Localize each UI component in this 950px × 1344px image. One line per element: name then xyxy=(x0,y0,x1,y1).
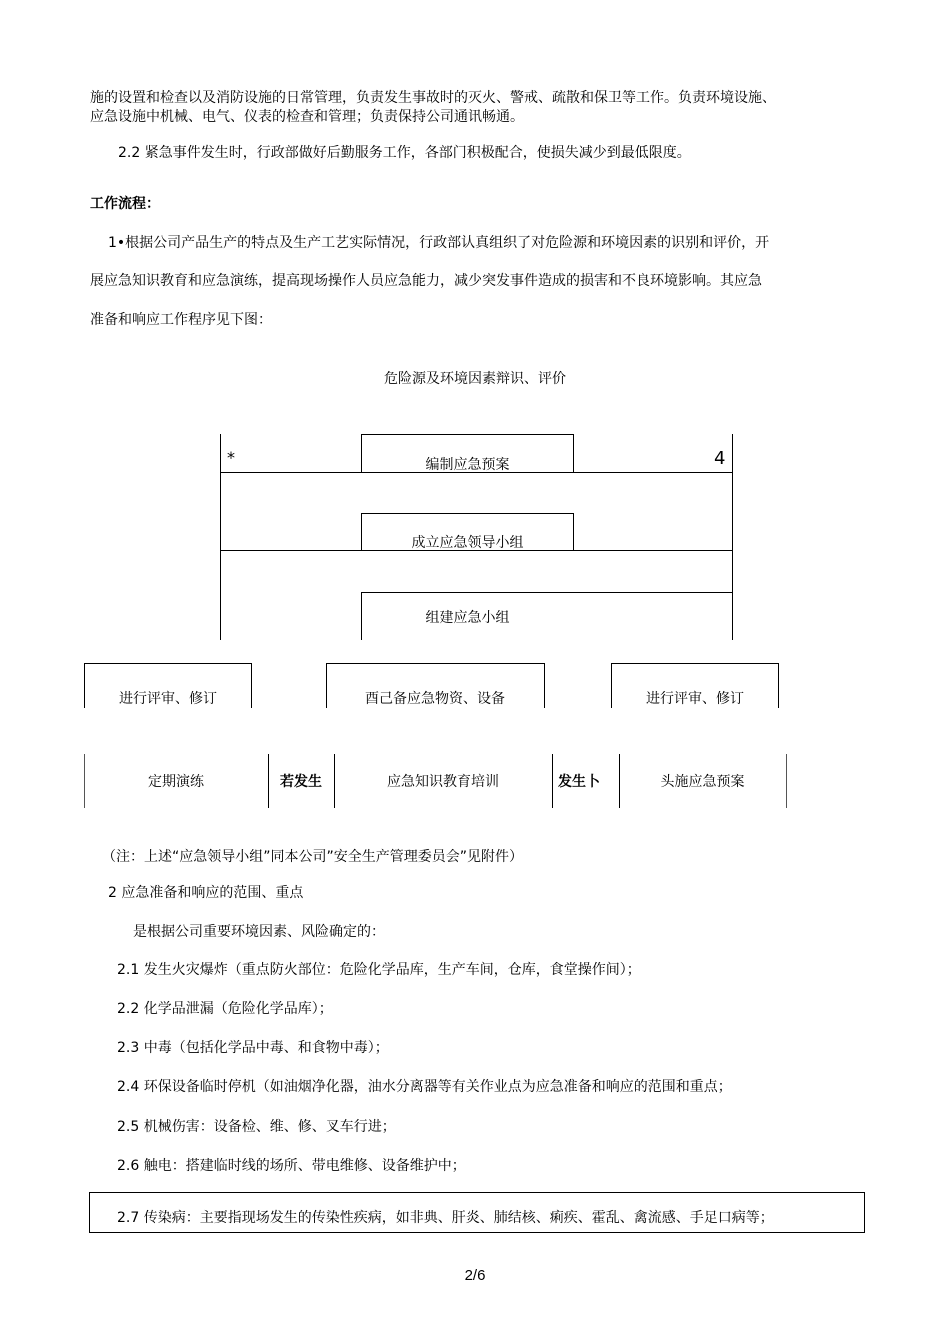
list-item: 2.3 中毒（包括化学品中毒、和食物中毒）； xyxy=(117,1040,389,1056)
flow-box-review-left: 进行评审、修订 xyxy=(119,691,217,707)
workflow-para-line-2: 展应急知识教育和应急演练，提高现场操作人员应急能力，减少突发事件造成的损害和不良环境影响。其应急 xyxy=(90,273,762,289)
workflow-para-line-1: 1•根据公司产品生产的特点及生产工艺实际情况，行政部认真组织了对危险源和环境因素的识别和评价，开 xyxy=(108,235,770,251)
flow-box-drill: 定期演练 xyxy=(148,774,204,790)
flow-box-materials: 酉己备应急物资、设备 xyxy=(365,691,505,707)
intro-line-2: 应急设施中机械、电气、仪表的检查和管理；负责保持公司通讯畅通。 xyxy=(90,109,524,125)
flow-connector-occurs: 发生卜 xyxy=(558,774,600,790)
flow-box-leadership-group: 成立应急领导小组 xyxy=(411,535,524,551)
flow-box-review-right: 进行评审、修订 xyxy=(646,691,744,707)
flow-top-label: 危险源及环境因素辩识、评价 xyxy=(384,371,566,387)
section-2-intro: 是根据公司重要环境因素、风险确定的： xyxy=(133,924,385,940)
page-number: 2/6 xyxy=(464,1267,486,1284)
intro-line-1: 施的设置和检查以及消防设施的日常管理，负责发生事故时的灭火、警戒、疏散和保卫等工作。负责环境设施、 xyxy=(90,90,776,106)
list-item: 2.7 传染病：主要指现场发生的传染性疾病，如非典、肝炎、肺结核、痢疾、霍乱、禽流感、手足口病等； xyxy=(117,1210,774,1226)
paragraph-2-2: 2.2 紧急事件发生时，行政部做好后勤服务工作，各部门积极配合，使损失减少到最低限度。 xyxy=(118,145,691,161)
flowchart-note: （注：上述“应急领导小组”同本公司”安全生产管理委员会”见附件） xyxy=(102,849,524,865)
flow-right-line xyxy=(732,434,733,640)
workflow-para-line-3: 准备和响应工作程序见下图： xyxy=(90,312,272,328)
flow-star-mark: * xyxy=(227,448,235,467)
list-item: 2.1 发生火灾爆炸（重点防火部位：危险化学品库，生产车间，仓库，食堂操作间）； xyxy=(117,962,641,978)
flow-box-prepare-plan: 编制应急预案 xyxy=(425,457,510,473)
list-item: 2.6 触电：搭建临时线的场所、带电维修、设备维护中； xyxy=(117,1158,466,1174)
flow-left-line xyxy=(220,434,221,640)
flow-connector-if-occurs: 若发生 xyxy=(280,774,322,790)
flow-box-emergency-team: 组建应急小组 xyxy=(425,610,510,626)
flow-box-execute-plan: 头施应急预案 xyxy=(660,774,745,790)
section-2-heading: 2 应急准备和响应的范围、重点 xyxy=(108,885,304,901)
workflow-heading: 工作流程： xyxy=(90,196,160,212)
flow-box-training: 应急知识教育培训 xyxy=(387,774,499,790)
list-item: 2.2 化学品泄漏（危险化学品库）； xyxy=(117,1001,333,1017)
list-item: 2.4 环保设备临时停机（如油烟净化器，油水分离器等有关作业点为应急准备和响应的范围和重点； xyxy=(117,1079,732,1095)
list-item: 2.5 机械伤害：设备检、维、修、叉车行进； xyxy=(117,1119,396,1135)
flow-number-mark: 4 xyxy=(714,448,726,469)
